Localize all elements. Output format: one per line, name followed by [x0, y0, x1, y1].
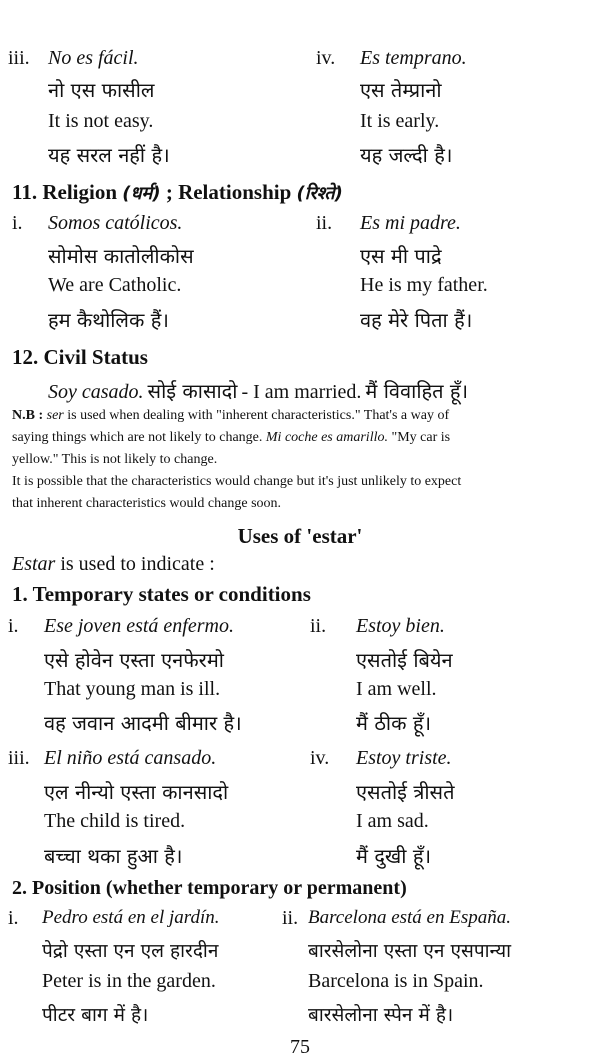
hindi-translation: पीटर बाग में है। — [42, 1004, 149, 1026]
hindi-translation: यह सरल नहीं है। — [48, 143, 170, 167]
item-number: i. — [8, 907, 19, 929]
spanish-phrase: Somos católicos. — [48, 212, 183, 234]
hindi-transliteration: एस तेम्प्रानो — [360, 78, 442, 102]
item-number: ii. — [316, 212, 333, 234]
spanish-phrase: Pedro está en el jardín. — [42, 907, 220, 928]
estar-intro: Estar is used to indicate : — [12, 553, 215, 575]
section-heading-religion: 11. Religion (धर्म) ; Relationship (रिश्ते) — [12, 180, 343, 204]
english-translation: That young man is ill. — [44, 678, 221, 700]
page-number: 75 — [290, 1036, 310, 1058]
english-translation: He is my father. — [360, 274, 488, 296]
spanish-phrase: No es fácil. — [48, 47, 139, 69]
hindi-transliteration: नो एस फासील — [48, 78, 155, 102]
english-translation: We are Catholic. — [48, 274, 182, 296]
item-number: ii. — [282, 907, 299, 929]
spanish-phrase: Barcelona está en España. — [308, 907, 511, 928]
hindi-transliteration: बारसेलोना एस्ता एन एसपान्या — [308, 940, 512, 962]
section-heading-civil-status: 12. Civil Status — [12, 345, 148, 369]
item-number: iv. — [310, 747, 330, 769]
hindi-translation: बारसेलोना स्पेन में है। — [308, 1004, 454, 1026]
hindi-transliteration: सोमोस कातोलीकोस — [48, 244, 194, 268]
english-translation: It is early. — [360, 110, 440, 132]
english-translation: I am sad. — [356, 810, 429, 832]
spanish-phrase: El niño está cansado. — [44, 747, 217, 769]
nb-note: N.B : ser is used when dealing with "inherent characteristics." That's a way of saying things which are not likely to change. Mi coche es amarillo. "My car is yellow." This is not likely to change. It is possible that the characteristics would change but it's just unlikely to expect that inherent characteristics would change soon. — [12, 408, 462, 511]
english-translation: I am well. — [356, 678, 437, 700]
spanish-phrase: Es mi padre. — [360, 212, 461, 234]
hindi-transliteration: एसतोई त्रीसते — [356, 780, 455, 804]
spanish-phrase: Estoy bien. — [356, 615, 445, 637]
item-number: i. — [8, 615, 19, 637]
english-translation: The child is tired. — [44, 810, 186, 832]
spanish-phrase: Es temprano. — [360, 47, 467, 69]
english-translation: Barcelona is in Spain. — [308, 970, 484, 992]
hindi-transliteration: एस मी पाद्रे — [360, 244, 442, 268]
item-number: ii. — [310, 615, 327, 637]
hindi-translation: हम कैथोलिक हैं। — [48, 308, 169, 332]
item-number: iv. — [316, 47, 336, 69]
subsection-heading-position: 2. Position (whether temporary or permanent) — [12, 877, 407, 899]
spanish-phrase: Ese joven está enfermo. — [44, 615, 234, 637]
hindi-transliteration: एल नीन्यो एस्ता कानसादो — [44, 780, 229, 804]
hindi-transliteration: एसतोई बियेन — [356, 648, 453, 672]
item-number: i. — [12, 212, 23, 234]
civil-status-line: Soy casado. सोई कासादो - I am married. मैं विवाहित हूँ। — [48, 379, 469, 403]
hindi-translation: मैं दुखी हूँ। — [356, 844, 432, 868]
hindi-transliteration: पेद्रो एस्ता एन एल हारदीन — [42, 940, 219, 962]
english-translation: It is not easy. — [48, 110, 154, 132]
hindi-translation: वह जवान आदमी बीमार है। — [44, 711, 242, 735]
subsection-heading-temporary: 1. Temporary states or conditions — [12, 582, 311, 606]
english-translation: Peter is in the garden. — [42, 970, 216, 992]
item-number: iii. — [8, 47, 30, 69]
hindi-transliteration: एसे होवेन एस्ता एनफेरमो — [44, 648, 224, 672]
item-number: iii. — [8, 747, 30, 769]
hindi-translation: मैं ठीक हूँ। — [356, 711, 432, 735]
section-title-uses-of-estar: Uses of 'estar' — [237, 524, 363, 548]
hindi-translation: वह मेरे पिता हैं। — [360, 308, 473, 332]
spanish-phrase: Estoy triste. — [356, 747, 452, 769]
hindi-translation: यह जल्दी है। — [360, 143, 453, 167]
hindi-translation: बच्चा थका हुआ है। — [44, 844, 183, 868]
